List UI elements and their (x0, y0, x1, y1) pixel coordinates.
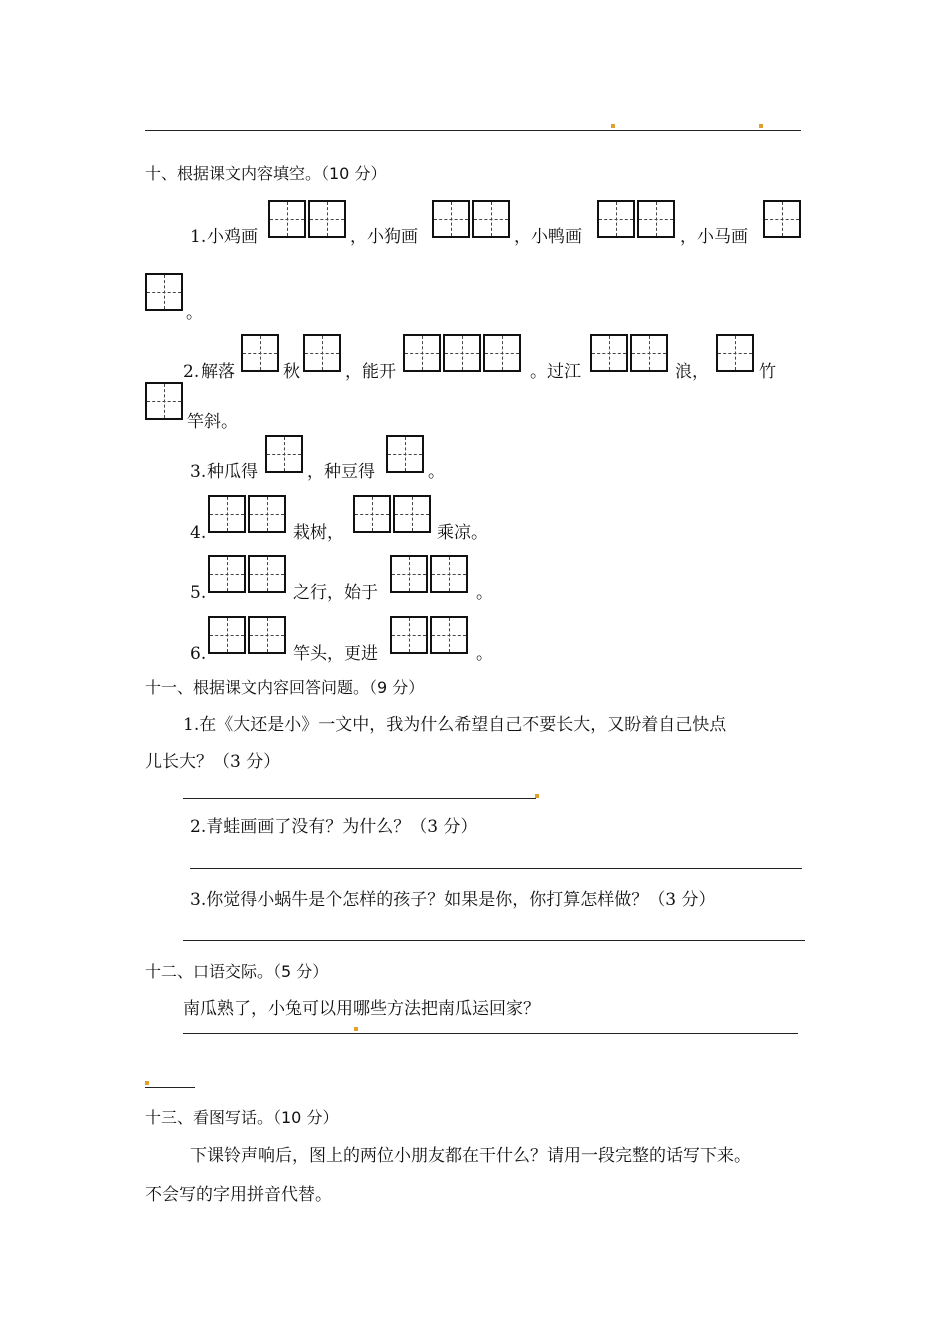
answer-grid[interactable] (265, 435, 303, 473)
answer-grid[interactable] (353, 495, 431, 533)
q2-number: 2. (183, 362, 200, 382)
marker-dot (759, 124, 763, 128)
answer-grid[interactable] (597, 200, 675, 238)
answer-line[interactable] (145, 1087, 195, 1088)
answer-line[interactable] (183, 1033, 798, 1034)
q11-3: 3.你觉得小蜗牛是个怎样的孩子？如果是你，你打算怎样做？（3 分） (190, 890, 716, 910)
answer-grid[interactable] (403, 334, 521, 372)
answer-grid[interactable] (303, 334, 341, 372)
q13-line2: 不会写的字用拼音代替。 (145, 1185, 332, 1205)
answer-grid[interactable] (241, 334, 279, 372)
answer-grid[interactable] (268, 200, 346, 238)
q11-2: 2.青蛙画画了没有？为什么？（3 分） (190, 817, 478, 837)
answer-grid[interactable] (763, 200, 801, 238)
q4-text-b: 乘凉。 (437, 523, 488, 543)
answer-grid[interactable] (145, 273, 183, 311)
marker-dot (611, 124, 615, 128)
q3-text-b: ，种豆得 (307, 462, 375, 482)
q1-end: 。 (186, 303, 203, 323)
q5-end: 。 (476, 583, 493, 603)
q2-text-e: 浪， (675, 362, 709, 382)
answer-grid[interactable] (145, 382, 183, 420)
marker-dot (145, 1081, 149, 1085)
marker-dot (535, 794, 539, 798)
q6-number: 6. (190, 644, 207, 664)
answer-grid[interactable] (716, 334, 754, 372)
q6-text-a: 竿头，更进 (293, 644, 378, 664)
q11-1-line1: 1.在《大还是小》一文中，我为什么希望自己不要长大，又盼着自己快点 (183, 715, 727, 735)
q2-text-c: ，能开 (345, 362, 396, 382)
q1-text-a: 小鸡画 (207, 227, 258, 247)
q3-number: 3. (190, 462, 207, 482)
q6-end: 。 (476, 644, 493, 664)
section-12-heading: 十二、口语交际。（5 分） (145, 962, 329, 981)
section-13-heading: 十三、看图写话。（10 分） (145, 1108, 339, 1127)
q2-text-b: 秋 (283, 362, 300, 382)
marker-dot (354, 1027, 358, 1031)
answer-line[interactable] (183, 798, 536, 799)
q11-1-line2: 儿长大？（3 分） (145, 752, 281, 772)
q13-line1: 下课铃声响后，图上的两位小朋友都在干什么？请用一段完整的话写下来。 (190, 1146, 751, 1166)
q1-text-d: ，小马画 (680, 227, 748, 247)
section-11-heading: 十一、根据课文内容回答问题。（9 分） (145, 678, 425, 697)
answer-grid[interactable] (432, 200, 510, 238)
answer-grid[interactable] (208, 616, 286, 654)
answer-line[interactable] (183, 940, 805, 941)
section-10-heading: 十、根据课文内容填空。（10 分） (145, 164, 387, 183)
answer-grid[interactable] (208, 555, 286, 593)
q2-text-a: 解落 (201, 362, 235, 382)
q5-text-a: 之行，始于 (293, 583, 378, 603)
q12-question: 南瓜熟了，小兔可以用哪些方法把南瓜运回家？ (183, 999, 540, 1019)
q1-text-b: ，小狗画 (350, 227, 418, 247)
answer-line[interactable] (145, 130, 801, 131)
q1-number: 1. (190, 227, 207, 247)
answer-grid[interactable] (386, 435, 424, 473)
q4-number: 4. (190, 523, 207, 543)
q2-text-f: 竹 (759, 362, 776, 382)
q3-end: 。 (428, 462, 445, 482)
q2-text-g: 竿斜。 (187, 412, 238, 432)
q2-text-d: 。过江 (530, 362, 581, 382)
answer-line[interactable] (190, 868, 802, 869)
q1-text-c: ，小鸭画 (514, 227, 582, 247)
q5-number: 5. (190, 583, 207, 603)
q3-text-a: 种瓜得 (207, 462, 258, 482)
answer-grid[interactable] (590, 334, 668, 372)
q4-text-a: 栽树， (293, 523, 344, 543)
answer-grid[interactable] (390, 555, 468, 593)
answer-grid[interactable] (390, 616, 468, 654)
answer-grid[interactable] (208, 495, 286, 533)
